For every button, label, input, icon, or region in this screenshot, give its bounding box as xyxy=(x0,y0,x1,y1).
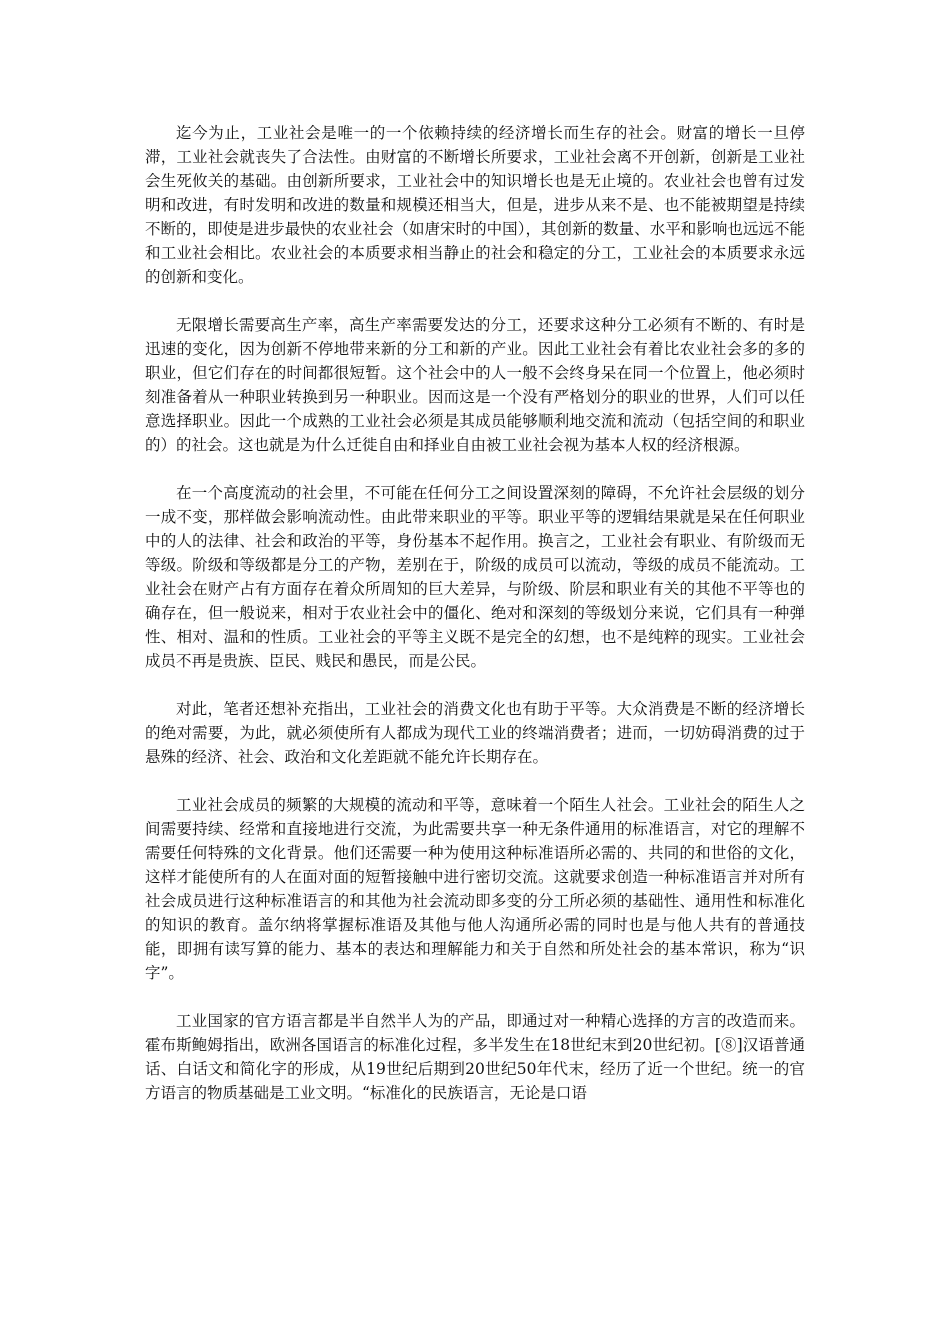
paragraph-1: 迄今为止，工业社会是唯一的一个依赖持续的经济增长而生存的社会。财富的增长一旦停滞，工业社会就丧失了合法性。由财富的不断增长所要求，工业社会离不开创新，创新是工业社会生死攸关的基础。由创新所要求，工业社会中的知识增长也是无止境的。农业社会也曾有过发明和改进，有时发明和改进的数量和规模还相当大，但是，进步从来不是、也不能被期望是持续不断的，即使是进步最快的农业社会（如唐宋时的中国），其创新的数量、水平和影响也远远不能和工业社会相比。农业社会的本质要求相当静止的社会和稳定的分工，工业社会的本质要求永远的创新和变化。 xyxy=(145,124,805,286)
paragraph-6: 工业国家的官方语言都是半自然半人为的产品，即通过对一种精心选择的方言的改造而来。霍布斯鲍姆指出，欧洲各国语言的标准化过程，多半发生在18世纪末到20世纪初。[⑧]汉语普通话、白话文和简化字的形成，从19世纪后期到20世纪50年代末，经历了近一个世纪。统一的官方语言的物质基础是工业文明。“标准化的民族语言，无论是口语 xyxy=(145,1012,805,1102)
paragraph-5: 工业社会成员的频繁的大规模的流动和平等，意味着一个陌生人社会。工业社会的陌生人之间需要持续、经常和直接地进行交流，为此需要共享一种无条件通用的标准语言，对它的理解不需要任何特殊的文化背景。他们还需要一种为使用这种标准语所必需的、共同的和世俗的文化，这样才能使所有的人在面对面的短暂接触中进行密切交流。这就要求创造一种标准语言并对所有社会成员进行这种标准语言的和其他为社会流动即多变的分工所必须的基础性、通用性和标准化的知识的教育。盖尔纳将掌握标准语及其他与他人沟通所必需的同时也是与他人共有的普通技能，即拥有读写算的能力、基本的表达和理解能力和关于自然和所处社会的基本常识，称为“识字”。 xyxy=(145,796,805,982)
document-page xyxy=(145,121,805,1105)
paragraph-4: 对此，笔者还想补充指出，工业社会的消费文化也有助于平等。大众消费是不断的经济增长的绝对需要，为此，就必须使所有人都成为现代工业的终端消费者；进而，一切妨碍消费的过于悬殊的经济、社会、政治和文化差距就不能允许长期存在。 xyxy=(145,700,805,766)
paragraph-3: 在一个高度流动的社会里，不可能在任何分工之间设置深刻的障碍，不允许社会层级的划分一成不变，那样做会影响流动性。由此带来职业的平等。职业平等的逻辑结果就是呆在任何职业中的人的法律、社会和政治的平等，身份基本不起作用。换言之，工业社会有职业、有阶级而无等级。阶级和等级都是分工的产物，差别在于，阶级的成员可以流动，等级的成员不能流动。工业社会在财产占有方面存在着众所周知的巨大差异，与阶级、阶层和职业有关的其他不平等也的确存在，但一般说来，相对于农业社会中的僵化、绝对和深刻的等级划分来说，它们具有一种弹性、相对、温和的性质。工业社会的平等主义既不是完全的幻想，也不是纯粹的现实。工业社会成员不再是贵族、臣民、贱民和愚民，而是公民。 xyxy=(145,484,805,670)
paragraph-2: 无限增长需要高生产率，高生产率需要发达的分工，还要求这种分工必须有不断的、有时是迅速的变化，因为创新不停地带来新的分工和新的产业。因此工业社会有着比农业社会多的多的职业，但它们存在的时间都很短暂。这个社会中的人一般不会终身呆在同一个位置上，他必须时刻准备着从一种职业转换到另一种职业。因而这是一个没有严格划分的职业的世界，人们可以任意选择职业。因此一个成熟的工业社会必须是其成员能够顺利地交流和流动（包括空间的和职业的）的社会。这也就是为什么迁徙自由和择业自由被工业社会视为基本人权的经济根源。 xyxy=(145,316,805,454)
